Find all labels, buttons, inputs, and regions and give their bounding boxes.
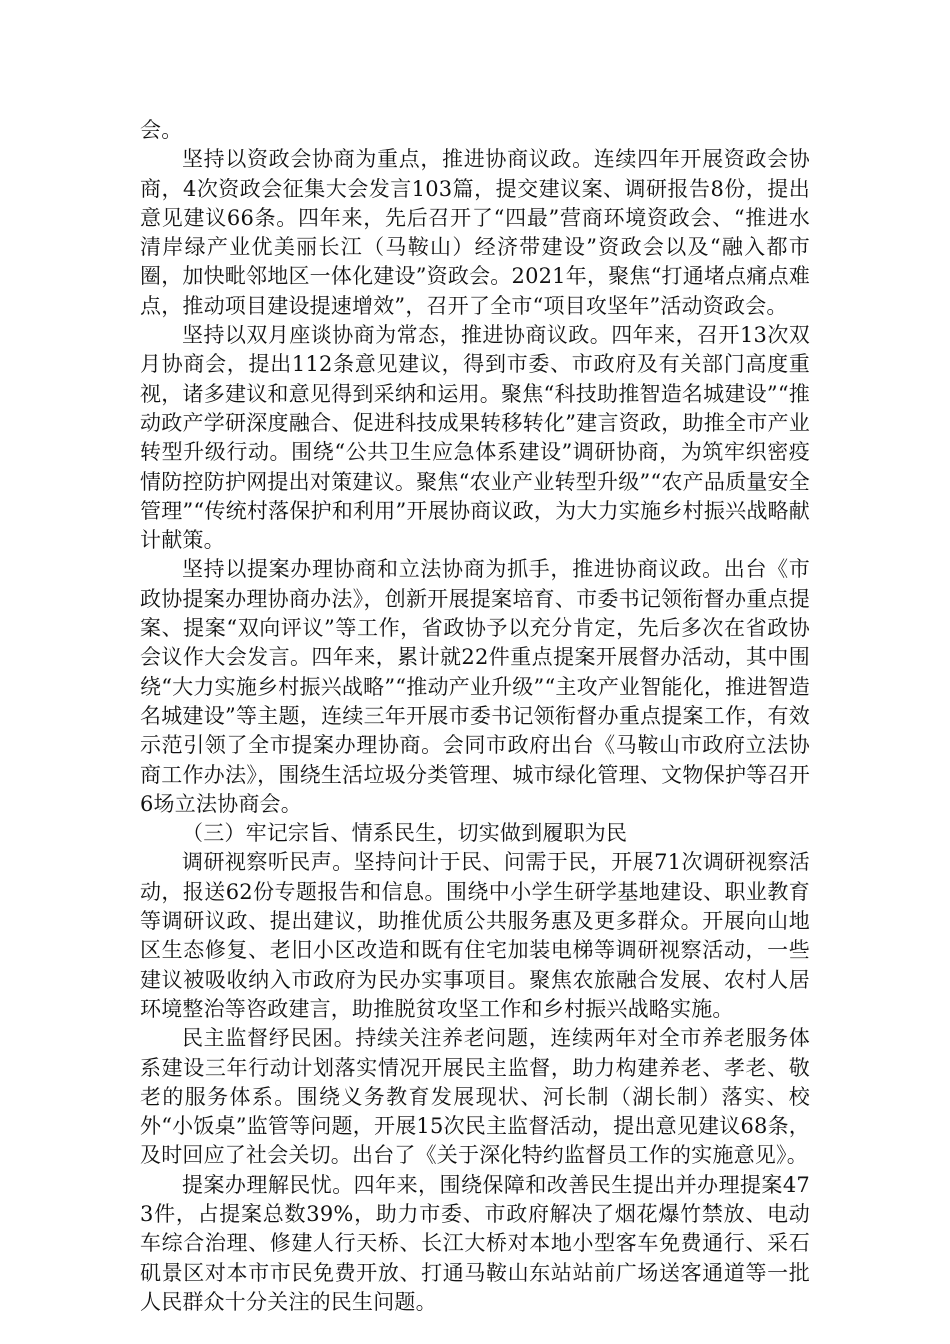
- paragraph-bimonthly-forum: 坚持以双月座谈协商为常态，推进协商议政。四年来，召开13次双月协商会，提出112条意见建议，得到市委、市政府及有关部门高度重视，诸多建议和意见得到采纳和运用。聚焦“科技助推智造名城建设”“推动政产学研深度融合、促进科技成果转移转化”建言资政，助推全市产业转型升级行动。围绕“公共卫生应急体系建设”调研协商，为筑牢织密疫情防控防护网提出对策建议。聚焦“农业产业转型升级”“农产品质量安全管理”“传统村落保护和利用”开展协商议政，为大力实施乡村振兴战略献计献策。: [140, 323, 810, 553]
- paragraph-consultative-council: 坚持以资政会协商为重点，推进协商议政。连续四年开展资政会协商，4次资政会征集大会发言103篇，提交建议案、调研报告8份，提出意见建议66条。四年来，先后召开了“四最”营商环境资政会、“推进水清岸绿产业优美丽长江（马鞍山）经济带建设”资政会以及“融入都市圈，加快毗邻地区一体化建设”资政会。2021年，聚焦“打通堵点痛点难点，推动项目建设提速增效”，召开了全市“项目攻坚年”活动资政会。: [140, 147, 810, 318]
- paragraph-proposal-legislation: 坚持以提案办理协商和立法协商为抓手，推进协商议政。出台《市政协提案办理协商办法》，创新开展提案培育、市委书记领衔督办重点提案、提案“双向评议”等工作，省政协予以充分肯定，先后多次在省政协会议作大会发言。四年来，累计就22件重点提案开展督办活动，其中围绕“大力实施乡村振兴战略”“推动产业升级”“主攻产业智能化，推进智造名城建设”等主题，连续三年开展市委书记领衔督办重点提案工作，有效示范引领了全市提案办理协商。会同市政府出台《马鞍山市政府立法协商工作办法》，围绕生活垃圾分类管理、城市绿化管理、文物保护等召开6场立法协商会。: [140, 557, 810, 816]
- paragraph-democratic-supervision: 民主监督纾民困。持续关注养老问题，连续两年对全市养老服务体系建设三年行动计划落实情况开展民主监督，助力构建养老、孝老、敬老的服务体系。围绕义务教育发展现状、河长制（湖长制）落实、校外“小饭桌”监管等问题，开展15次民主监督活动，提出意见建议68条，及时回应了社会关切。出台了《关于深化特约监督员工作的实施意见》。: [140, 1026, 810, 1168]
- paragraph-research-inspection: 调研视察听民声。坚持问计于民、问需于民，开展71次调研视察活动，报送62份专题报告和信息。围绕中小学生研学基地建设、职业教育等调研议政、提出建议，助推优质公共服务惠及更多群众。开展向山地区生态修复、老旧小区改造和既有住宅加装电梯等调研视察活动，一些建议被吸收纳入市政府为民办实事项目。聚焦农旅融合发展、农村人居环境整治等咨政建言，助推脱贫攻坚工作和乡村振兴战略实施。: [140, 850, 810, 1021]
- paragraph-continuation: 会。: [140, 118, 183, 142]
- section-heading: （三）牢记宗旨、情系民生，切实做到履职为民: [182, 821, 628, 846]
- paragraph-proposal-handling: 提案办理解民忧。四年来，围绕保障和改善民生提出并办理提案473件，占提案总数39%，助力市委、市政府解决了烟花爆竹禁放、电动车综合治理、修建人行天桥、长江大桥对本地小型客车免费通行、采石矶景区对本市市民免费开放、打通马鞍山东站站前广场送客通道等一批人民群众十分关注的民生问题。: [140, 1172, 810, 1314]
- document-body: [140, 116, 810, 1317]
